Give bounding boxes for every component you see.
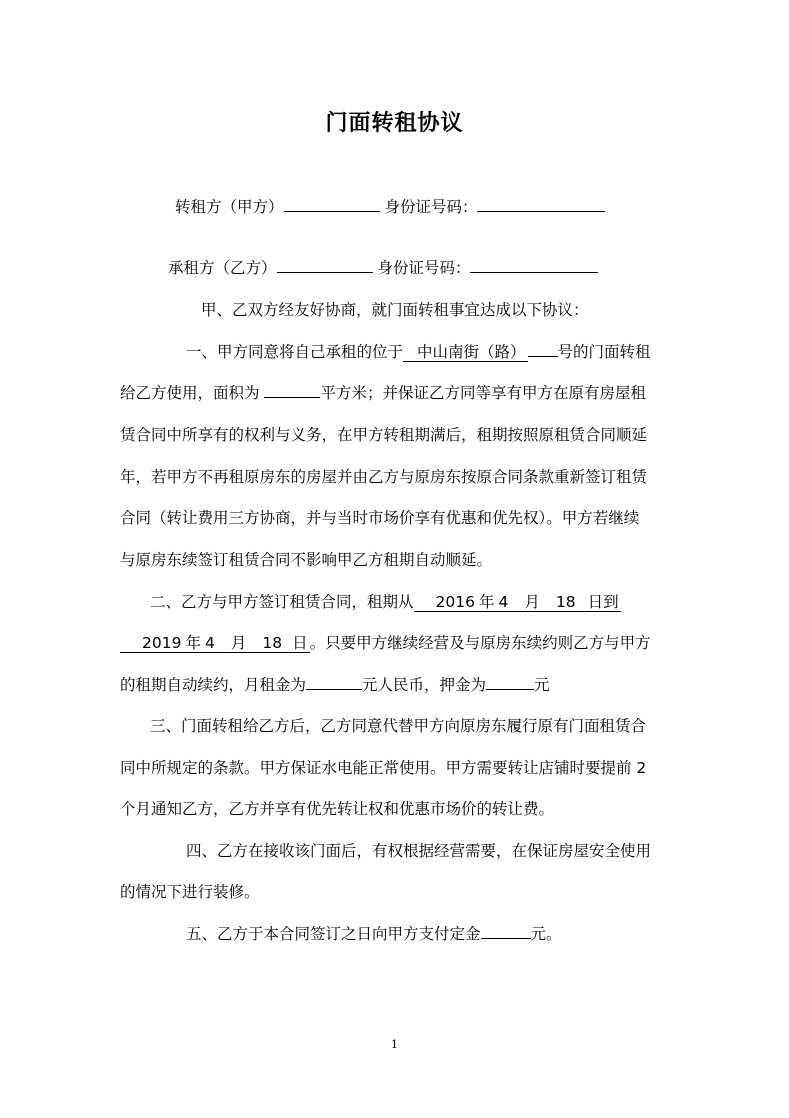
down-payment-blank (481, 922, 531, 939)
clause-1-line-3: 赁合同中所享有的权利与义务，在甲方转租期满后，租期按照原租赁合同顺延 (120, 426, 648, 444)
end-month-field: 4 (204, 634, 215, 652)
clause-4-line-1: 四、乙方在接收该门面后，有权根据经营需要，在保证房屋安全使用 (186, 842, 652, 860)
clause-1-line-4: 年，若甲方不再租原房东的房屋并由乙方与原房东按原合同条款重新签订租赁 (120, 468, 648, 486)
end-year-field: 2019 (120, 634, 183, 653)
party-b-name-blank (277, 256, 373, 273)
party-a-name-blank (284, 195, 380, 212)
clause-4-line-2: 的情况下进行装修。 (120, 883, 260, 901)
document-title: 门面转租协议 (325, 110, 464, 136)
intro-text: 甲、乙双方经友好协商，就门面转租事宜达成以下协议： (201, 301, 589, 319)
clause-1-line-2: 给乙方使用，面积为 平方米；并保证乙方同等享有甲方在原有房屋租 (120, 381, 646, 405)
start-year-field: 2016 (414, 593, 477, 612)
party-a-id-blank (477, 195, 605, 212)
clause-1-line-1: 一、甲方同意将自己承租的位于 中山南街（路） 号的门面转租 (186, 340, 651, 364)
number-blank (528, 340, 558, 357)
party-a-id-label: 身份证号码： (384, 198, 478, 216)
clause-5-line: 五、乙方于本合同签订之日向甲方支付定金 元。 (186, 922, 562, 946)
clause-1-line-6: 与原房东续签订租赁合同不影响甲乙方租期自动顺延。 (120, 551, 493, 569)
location-field: 中山南街（路） (403, 343, 528, 362)
clause-3-line-2: 同中所规定的条款。甲方保证水电能正常使用。甲方需要转让店铺时要提前 2 (120, 759, 647, 777)
monthly-rent-blank (306, 673, 362, 690)
party-b-id-label: 身份证号码： (377, 259, 471, 277)
clause-3-line-3: 个月通知乙方，乙方并享有优先转让权和优惠市场价的转让费。 (120, 800, 555, 818)
page-number: 1 (391, 1038, 398, 1051)
clause-2-line-2: 2019 年 4 月 18 日 。只要甲方继续经营及与原房东续约则乙方与甲方 (120, 631, 651, 655)
clause-3-line-1: 三、门面转租给乙方后，乙方同意代替甲方向原房东履行原有门面租赁合 (150, 717, 647, 735)
start-day-field: 18 (542, 593, 578, 612)
clause-1-line-5: 合同（转让费用三方协商，并与当时市场价享有优惠和优先权）。甲方若继续 (120, 509, 640, 527)
end-day-field: 18 (248, 634, 284, 653)
clause-2-line-3: 的租期自动续约，月租金为 元人民币，押金为 元 (120, 673, 550, 697)
party-b-line (168, 256, 598, 280)
area-blank (264, 381, 320, 398)
party-b-label: 承租方（乙方） (168, 259, 277, 277)
deposit-blank (486, 673, 534, 690)
party-a-label: 转租方（甲方） (175, 198, 284, 216)
clause-2-line-1: 二、乙方与甲方签订租赁合同，租期从 2016 年 4 月 18 日到 (150, 593, 619, 611)
party-a-line (175, 195, 605, 219)
party-b-id-blank (470, 256, 598, 273)
start-month-field: 4 (498, 593, 509, 611)
